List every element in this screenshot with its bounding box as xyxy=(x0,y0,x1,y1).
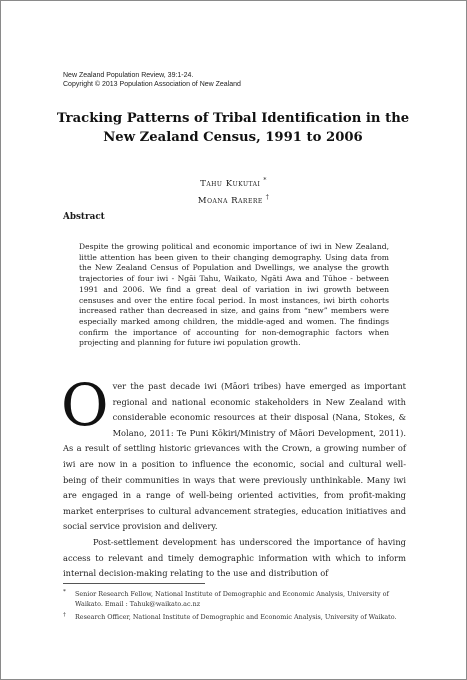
paper-title: Tracking Patterns of Tribal Identification in the New Zealand Census, 1991 to 2006 xyxy=(56,111,410,145)
author-footnote-mark: * xyxy=(263,177,267,184)
journal-header xyxy=(63,71,241,89)
author-2 xyxy=(121,191,346,208)
footnote-mark: † xyxy=(63,612,66,619)
footnote-divider xyxy=(63,583,205,584)
author-footnote-mark: † xyxy=(265,193,270,201)
body-paragraph-2: Post-settlement development has underscored the importance of having access to relevant and timely demographic information with which to inform internal decision-making relating to the use and distribution of xyxy=(63,536,406,579)
footnote-text: Senior Research Fellow, National Institute of Demographic and Economic Analysis, University of Waikato. Email : Tahuk@waikato.ac.nz xyxy=(75,590,389,609)
journal-citation: New Zealand Population Review, 39:1-24. xyxy=(63,72,194,79)
footnote-2 xyxy=(63,612,406,622)
footnote-mark: * xyxy=(63,589,66,595)
author-name: Tahu Kukutai xyxy=(200,178,261,189)
abstract-heading: Abstract xyxy=(63,212,105,222)
copyright-notice: Copyright © 2013 Population Association of New Zealand xyxy=(63,81,241,88)
body-text xyxy=(61,371,406,582)
footnotes xyxy=(63,589,406,623)
paragraph-text: ver the past decade iwi (Māori tribes) have emerged as important regional and national economic stakeholders in New Zealand with considerable economic resources at their disposal (Nana, Stokes, & Molano, 2011: Te Puni Kōkiri/Ministry of Māori Development, 2011). As a result of settling historic grievances with the Crown, a growing number of iwi are now in a position to influence the economic, social and cultural well-being of their communities in ways that were previously unthinkable. Many iwi are engaged in a range of well-being oriented activities, from profit-making market enterprises to cultural advancement strategies, education initiatives and social service provision and delivery. xyxy=(63,381,406,532)
drop-cap: O xyxy=(61,371,109,439)
author-name: Moana Rarere xyxy=(197,195,263,206)
body-paragraph-1 xyxy=(61,371,406,535)
abstract-text: Despite the growing political and economic importance of iwi in New Zealand, little attention has been given to their changing demography. Using data from the New Zealand Census of Population and Dwellings, we analyse the growth trajectories of four iwi - Ngāi Tahu, Waikato, Ngāti Awa and Tūhoe - between 1991 and 2006. We find a great deal of variation in iwi growth between censuses and over the entire focal period. In most instances, iwi birth cohorts increased rather than decreased in size, and gains from “new” members were especially marked among children, the middle-aged and women. The findings confirm the importance of accounting for non-demographic factors when projecting and planning for future iwi population growth. xyxy=(79,242,389,348)
author-list xyxy=(121,174,346,208)
footnote-text: Research Officer, National Institute of Demographic and Economic Analysis, University of Waikato. xyxy=(75,613,397,622)
author-1 xyxy=(121,174,346,191)
footnote-1 xyxy=(63,589,406,609)
